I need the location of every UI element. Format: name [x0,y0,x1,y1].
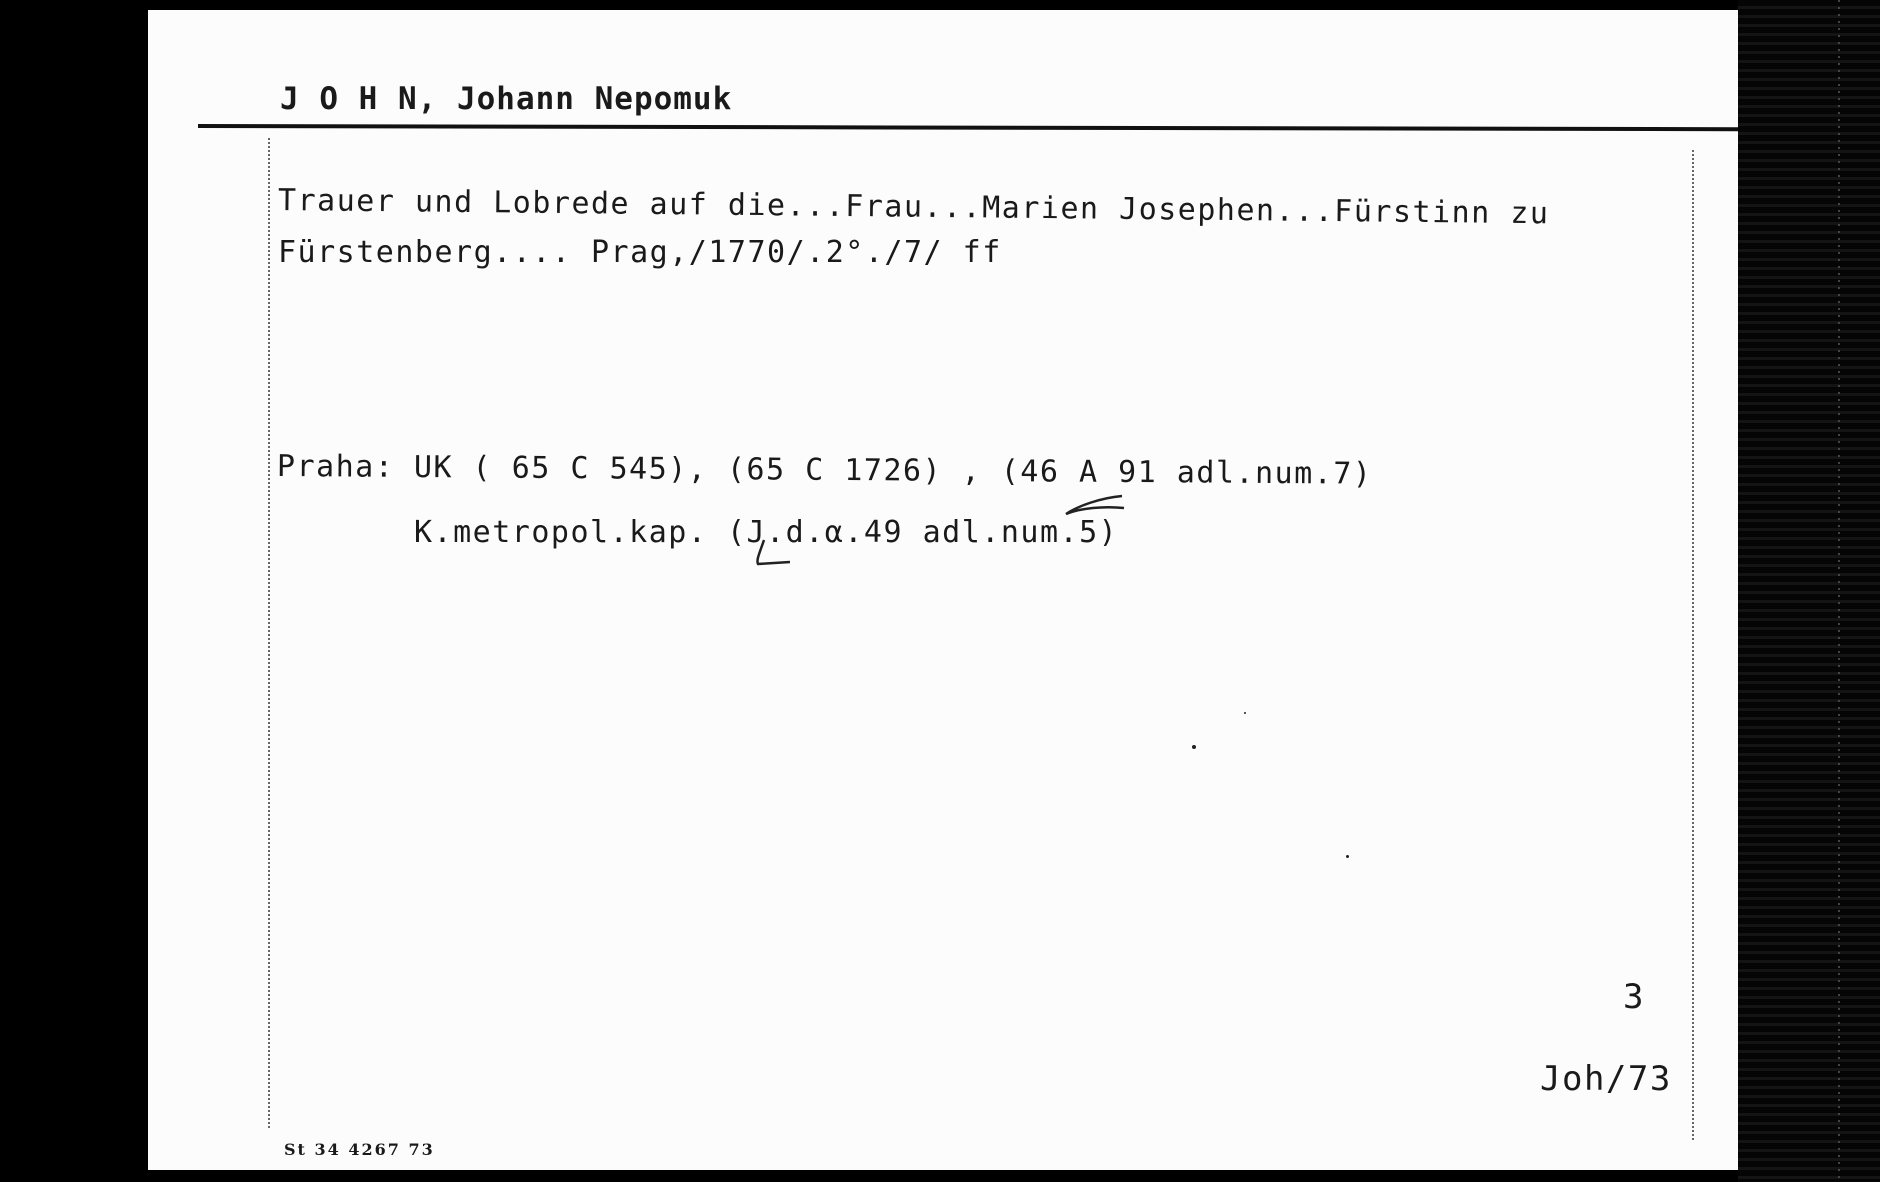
title-line-1: Trauer und Lobrede auf die...Frau...Marien Josephen...Fürstinn zu [277,183,1550,232]
holdings-line-1: Praha: UK ( 65 C 545), (65 C 1726) , (46 A 91 adl.num.7) [276,449,1373,492]
author-heading: J O H N, Johann Nepomuk [280,81,733,117]
right-margin-line [1692,150,1694,1140]
scan-speck [1192,745,1196,749]
holdings-line-2: K.metropol.kap. (J.d.α.49 adl.num.5) [414,515,1119,550]
catalog-code: Joh/73 [1540,1059,1672,1099]
scan-edge-strip [1738,0,1880,1182]
footer-code: St 34 4267 73 [284,1140,435,1159]
title-line-2: Fürstenberg.... Prag,/1770/.2°./7/ ff [278,235,1002,270]
scan-speck [1346,855,1349,858]
card-number: 3 [1623,977,1645,1017]
left-margin-line [268,138,270,1128]
scan-speck [1244,712,1246,714]
